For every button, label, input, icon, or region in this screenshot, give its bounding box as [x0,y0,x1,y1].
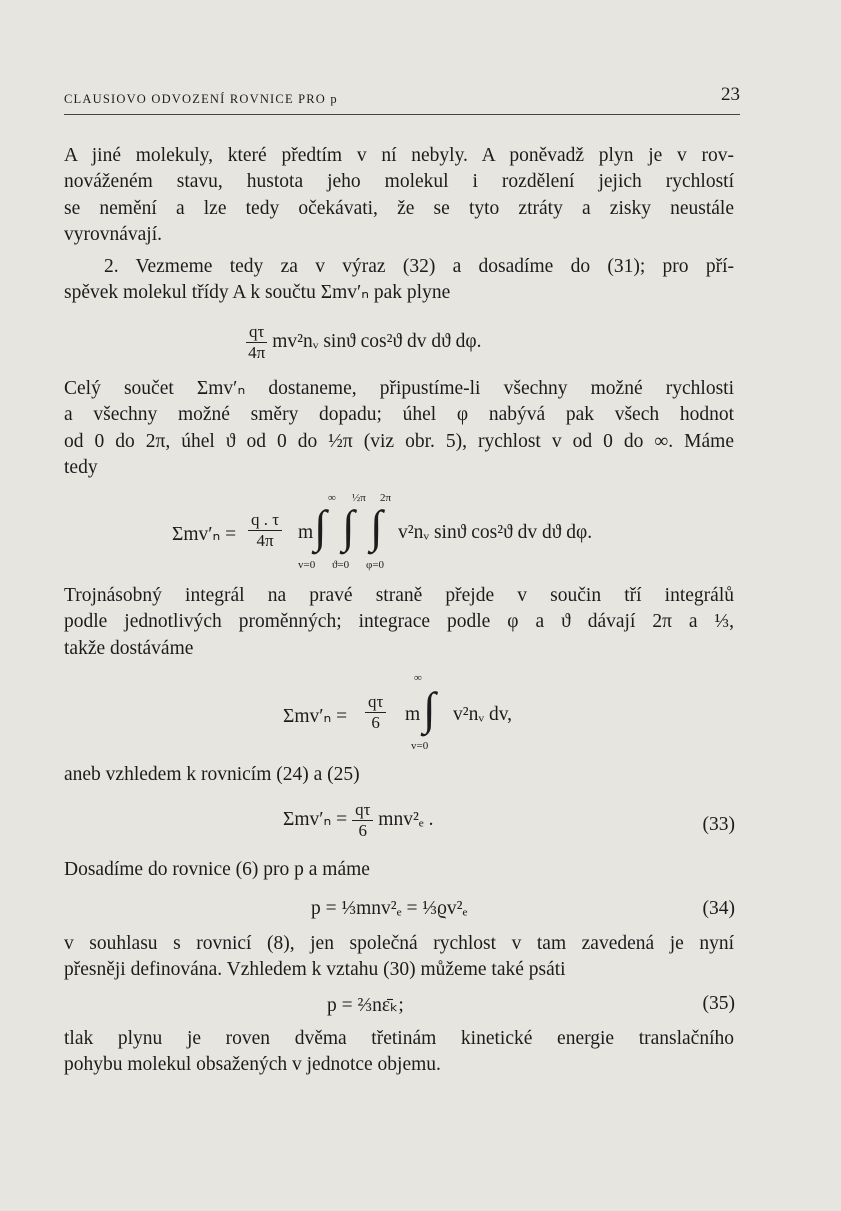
text-line: Dosadíme do rovnice (6) pro p a máme [64,859,370,880]
fraction-denominator: 6 [358,821,367,840]
fraction [352,800,373,841]
fraction-denominator: 4π [256,531,274,550]
equation-lhs: Σmv′ₙ = [283,808,348,830]
text-line: A jiné molekuly, které předtím v ní nebyly. A poněvadž plyn je v rov- [64,145,734,166]
text-line: aneb vzhledem k rovnicím (24) a (25) [64,764,360,785]
paragraph-3 [64,376,734,482]
paragraph-7 [64,931,734,984]
equation-number: (34) [702,898,735,919]
text-line: podle jednotlivých proměnných; integrace podle φ a ϑ dávají 2π a ⅓, [64,611,734,633]
fraction-denominator: 4π [248,343,266,362]
equation-35: p = ⅔nε̄ₖ; [327,995,404,1016]
fraction-numerator: qτ [365,692,386,713]
text-line: 2. Vezmeme tedy za v výraz (32) a dosadíme do (31); pro pří- [104,256,734,277]
equation-lhs: Σmv′ₙ = [283,706,348,727]
paragraph-8 [64,1026,734,1079]
equation-number: (33) [702,814,735,835]
fraction [248,510,282,551]
paragraph-1 [64,143,734,249]
fraction-numerator: q . τ [248,510,282,531]
paragraph-6 [64,857,734,883]
text-line: přesněji definována. Vzhledem k vztahu (30) můžeme také psáti [64,959,566,981]
text-line: od 0 do 2π, úhel ϑ od 0 do ½π (viz obr. 5), rychlost v od 0 do ∞. Máme [64,430,734,452]
text-line: takže dostáváme [64,637,194,659]
text-line: vyrovnávají. [64,224,163,246]
integral-sign: ∫ [314,501,327,552]
equation-body: v²nᵥ sinϑ cos²ϑ dv dϑ dφ. [398,522,593,543]
equation-body: mnv²ₑ . [378,808,434,830]
fraction [365,692,386,733]
text-line: spěvek molekul třídy A k součtu Σmv′ₙ pak plyne [64,282,451,304]
equation-single-integral [283,672,543,752]
integral-upper-limit: ½π [352,492,366,504]
paragraph-4 [64,583,734,662]
text-line: tlak plynu je roven dvěma třetinám kinetické energie translačního [64,1028,734,1049]
integral-upper-limit: ∞ [328,492,336,504]
equation-contribution [246,322,482,363]
text-line: Trojnásobný integrál na pravé straně přejde v součin tří integrálů [64,585,734,606]
text-line: nováženém stavu, hustota jeho molekul i rozdělení jejich rychlostí [64,171,734,193]
fraction-numerator: qτ [246,322,267,343]
fraction [246,322,267,363]
page-header [64,84,740,115]
integral-lower-limit: φ=0 [366,559,385,571]
page-number: 23 [721,84,740,105]
running-title: CLAUSIOVO ODVOZENÍ ROVNICE PRO p [64,92,338,106]
integral-lower-limit: v=0 [298,559,316,571]
integral-sign: ∫ [342,501,355,552]
fraction-denominator: 6 [371,713,380,732]
mass-symbol: m [298,522,314,543]
equation-33 [283,800,434,841]
paragraph-2 [64,254,734,307]
text-line: Celý součet Σmv′ₙ dostaneme, připustíme-li všechny možné rychlosti [64,378,734,399]
paragraph-5 [64,762,734,788]
equation-triple-integral [172,492,692,572]
equation-body: v²nᵥ dv, [453,704,513,725]
integral-upper-limit: ∞ [414,672,422,684]
text-line: pohybu molekul obsažených v jednotce objemu. [64,1054,441,1076]
equation-body: mv²nᵥ sinϑ cos²ϑ dv dϑ dφ. [272,330,482,352]
integral-lower-limit: v=0 [411,740,429,752]
integral-lower-limit: ϑ=0 [332,559,350,571]
integral-sign: ∫ [423,683,436,734]
integral-sign: ∫ [370,501,383,552]
text-line: v souhlasu s rovnicí (8), jen společná rychlost v tam zavedená je nyní [64,933,734,954]
equation-number: (35) [702,993,735,1014]
fraction-numerator: qτ [352,800,373,821]
mass-symbol: m [405,704,421,725]
integral-upper-limit: 2π [380,492,392,504]
equation-34: p = ⅓mnv²ₑ = ⅓ϱv²ₑ [311,898,468,919]
equation-lhs: Σmv′ₙ = [172,524,237,545]
text-line: tedy [64,457,98,479]
text-line: se nemění a lze tedy očekávati, že se tyto ztráty a zisky neustále [64,197,734,219]
text-line: a všechny možné směry dopadu; úhel φ nabývá pak všech hodnot [64,404,734,426]
